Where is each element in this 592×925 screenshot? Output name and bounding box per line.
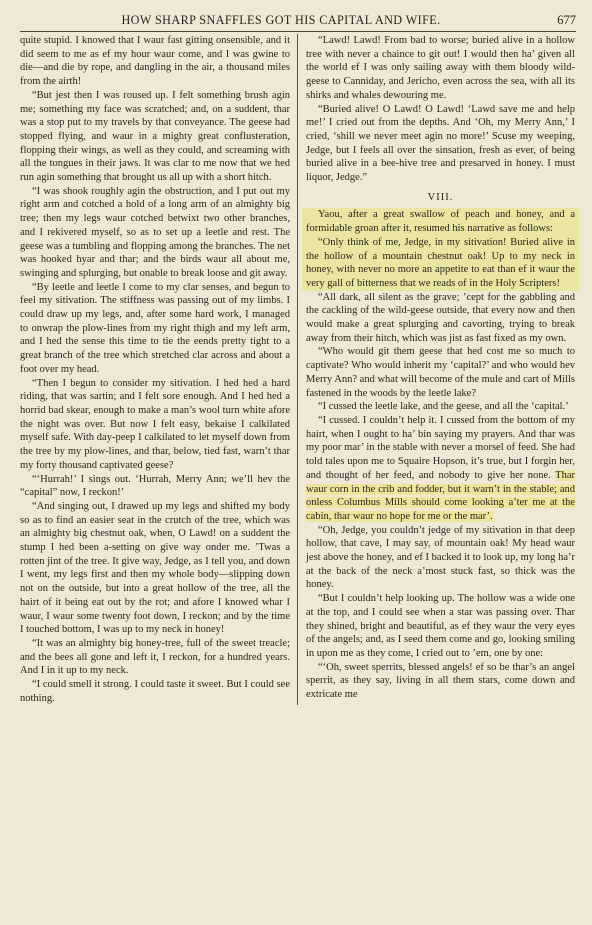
paragraph: “But I couldn’t help looking up. The hollow was a wide one at the top, and I could see when a star was passing over. Thar they shined, bright and beautiful, as ef they waur the very eyes of the angels; and, as I seed them come and go, looking smiling in upon me as they come, I cried out to ’em, one by one: (306, 593, 575, 659)
paragraph: “‘Hurrah!’ I sings out. ‘Hurrah, Merry Ann; we’ll hev the “capital” now, I reckon!’ (20, 473, 290, 499)
paragraph (306, 414, 575, 524)
paragraph: “I cussed the leetle lake, and the geese, and all the ‘capital.’ (318, 401, 569, 413)
paragraph: “Only think of me, Jedge, in my sitivation! Buried alive in the hollow of a mountain chestnut oak! Up to my neck in honey, with never no more an appetite to eat than ef it waur the very gall of bitterness that we reads of in the Holy Scripters! (306, 236, 575, 289)
text-columns (20, 34, 576, 705)
paragraph: “Oh, Jedge, you couldn’t jedge of my sitivation in that deep hollow, that cave, I may say, of mountain oak! My head waur jest above the honey, and ef I backed it to look up, my long ha’r at the back of the neck a’most stuck fast, so thick was the honey. (306, 524, 575, 591)
paragraph: “I could smell it strong. I could taste it sweet. But I could see nothing. (20, 679, 290, 704)
paragraph: “Buried alive! O Lawd! O Lawd! ‘Lawd save me and help me!’ I cried out from the depths. And ‘Oh, my Merry Ann,’ I cried, ‘shill we never meet agin no more!’ Scuse my weeping, Jedge, but I feels all over the sinsation, fresh as ever, of being buried alive in a bee-hive tree and presarved in honey. I must liquor, Jedge.” (306, 103, 575, 184)
paragraph: quite stupid. I knowed that I waur fast gitting onsensible, and it did seem to me as ef my hour waur come, and I was gwine to die—and die by rope, and dangling in the air, a thousand miles from the airth! (20, 35, 290, 88)
paragraph: “I was shook roughly agin the obstruction, and I put out my right arm and cotched a hold of a long arm of an almighty big tree; then my legs waur cotched betwixt two other branches, and I rekivered myself, so as to set up a leetle and rest. The geese was a tumbling and flopping among the branches. The net was hooked hyar and thar; and the birds waur all about me, swinging and splurging, but onable to break loose and git away. (20, 185, 290, 279)
paragraph: “Then I begun to consider my sitivation. I hed hed a hard riding, that was sartin; and I felt sore enough. And I hed hed a horrid bad skear, enough to make a man’s wool turn white afore the night was over. But now I felt easy, bekaise I calkilated myself safe. With day-peep I calkilated to let myself down from the tree by my plow-lines, and thar, below, tied fast, warn’t thar my forty thousand captivated geese? (20, 377, 290, 471)
paragraph: “Lawd! Lawd! From bad to worse; buried alive in a hollow tree with never a chaince to git out! I would then ha’ given all the world ef I was only sailing away with them bloody wild-geese to Canniday, and Jericho, even across the sea, with all its shirks and whales dewouring me. (306, 35, 575, 101)
section-heading: VIII. (427, 191, 454, 203)
paragraph-text: “I cussed. I couldn’t help it. I cussed from the bottom of my hairt, when I ought to ha’ bin saying my prayers. And thar was my poor mar’ in the stable with never a morsel of feed. She had told tales upon me to Squaire Hopson, it’s true, but I forgin her, and thought of her feed, and nobody to give her none. (306, 414, 575, 481)
paragraph: “It was an almighty big honey-tree, full of the sweet treacle; and the bees all gone and left it, I reckon, for a hundred years. And I in it up to my neck. (20, 637, 290, 677)
highlighted-passage (302, 208, 579, 290)
paragraph: “And singing out, I drawed up my legs and shifted my body so as to find an easier seat in the crutch of the tree, which was an almighty big chestnut oak, when, O Lawd! on a suddent the stump I hed been a-setting on give way onder me. ’Twas a rotten jint of the tree. It give way, Jedge, as I tell you, and down I went, my legs first and then my whole body—slipping down not on the outside, but into a great hollow of the tree, all the hairt of it being eat out by the rot; and afore I knowed whar I waur, I waur some twenty foot down, I reckon; and by the time I touched bottom, I was up to my neck in honey! (20, 500, 290, 636)
header-rule (20, 31, 576, 32)
paragraph: “By leetle and leetle I come to my clar senses, and begun to feel my sitivation. The stiffness was passing out of my limbs. I could draw up my legs, and, after some hard work, I managed to onwrap the plow-lines from my right thigh and my left arm, and I hed the sense this time to tie the eends pretty tight to a great branch of the tree which stretched clar across and about a foot over my head. (20, 281, 290, 375)
paragraph: “But jest then I was roused up. I felt something brush agin me; something my face was scratched; and, on a suddent, thar was a stop put to my travels by that conveyance. The geese had stopped flying, and waur in a mighty great conflusteration, flopping their wings, as well as they could, and screaming with all the tongues in their jaws. It was clar to me now that we hed run agin something that brought us all up with a short hitch. (20, 89, 290, 184)
paragraph: Yaou, after a great swallow of peach and honey, and a formidable groan after it, resumed his narrative as follows: (306, 209, 575, 235)
highlighted-text: Thar waur corn in the crib and fodder, but it warn’t in the stable; and onless Columbus Mills should come looking a’ter me at the cabin, thar waur no hope for me or the mar’. (306, 469, 575, 522)
running-head: HOW SHARP SNAFFLES GOT HIS CAPITAL AND WIFE. (121, 13, 441, 27)
right-column (298, 34, 575, 705)
left-column (20, 34, 297, 705)
page-number: 677 (557, 13, 576, 27)
page-header (20, 6, 576, 28)
paragraph: “All dark, all silent as the grave; ’cept for the gabbling and the cackling of the wild-geese outside, that every now and then would make a great splurging and cavorting, trying to break away from their hitch, which was jist as fast fixed as my own. (306, 291, 575, 344)
paragraph: “Who would git them geese that hed cost me so much to captivate? Who would inherit my ‘capital?’ and who would hev Merry Ann? and what will become of the mule and cart of Mills fastened in the woods by the leetle lake? (306, 346, 575, 399)
paragraph: “‘Oh, sweet sperrits, blessed angels! ef so be thar’s an angel sperrit, as they say, living in all them stars, come down and extricate me (306, 661, 575, 701)
